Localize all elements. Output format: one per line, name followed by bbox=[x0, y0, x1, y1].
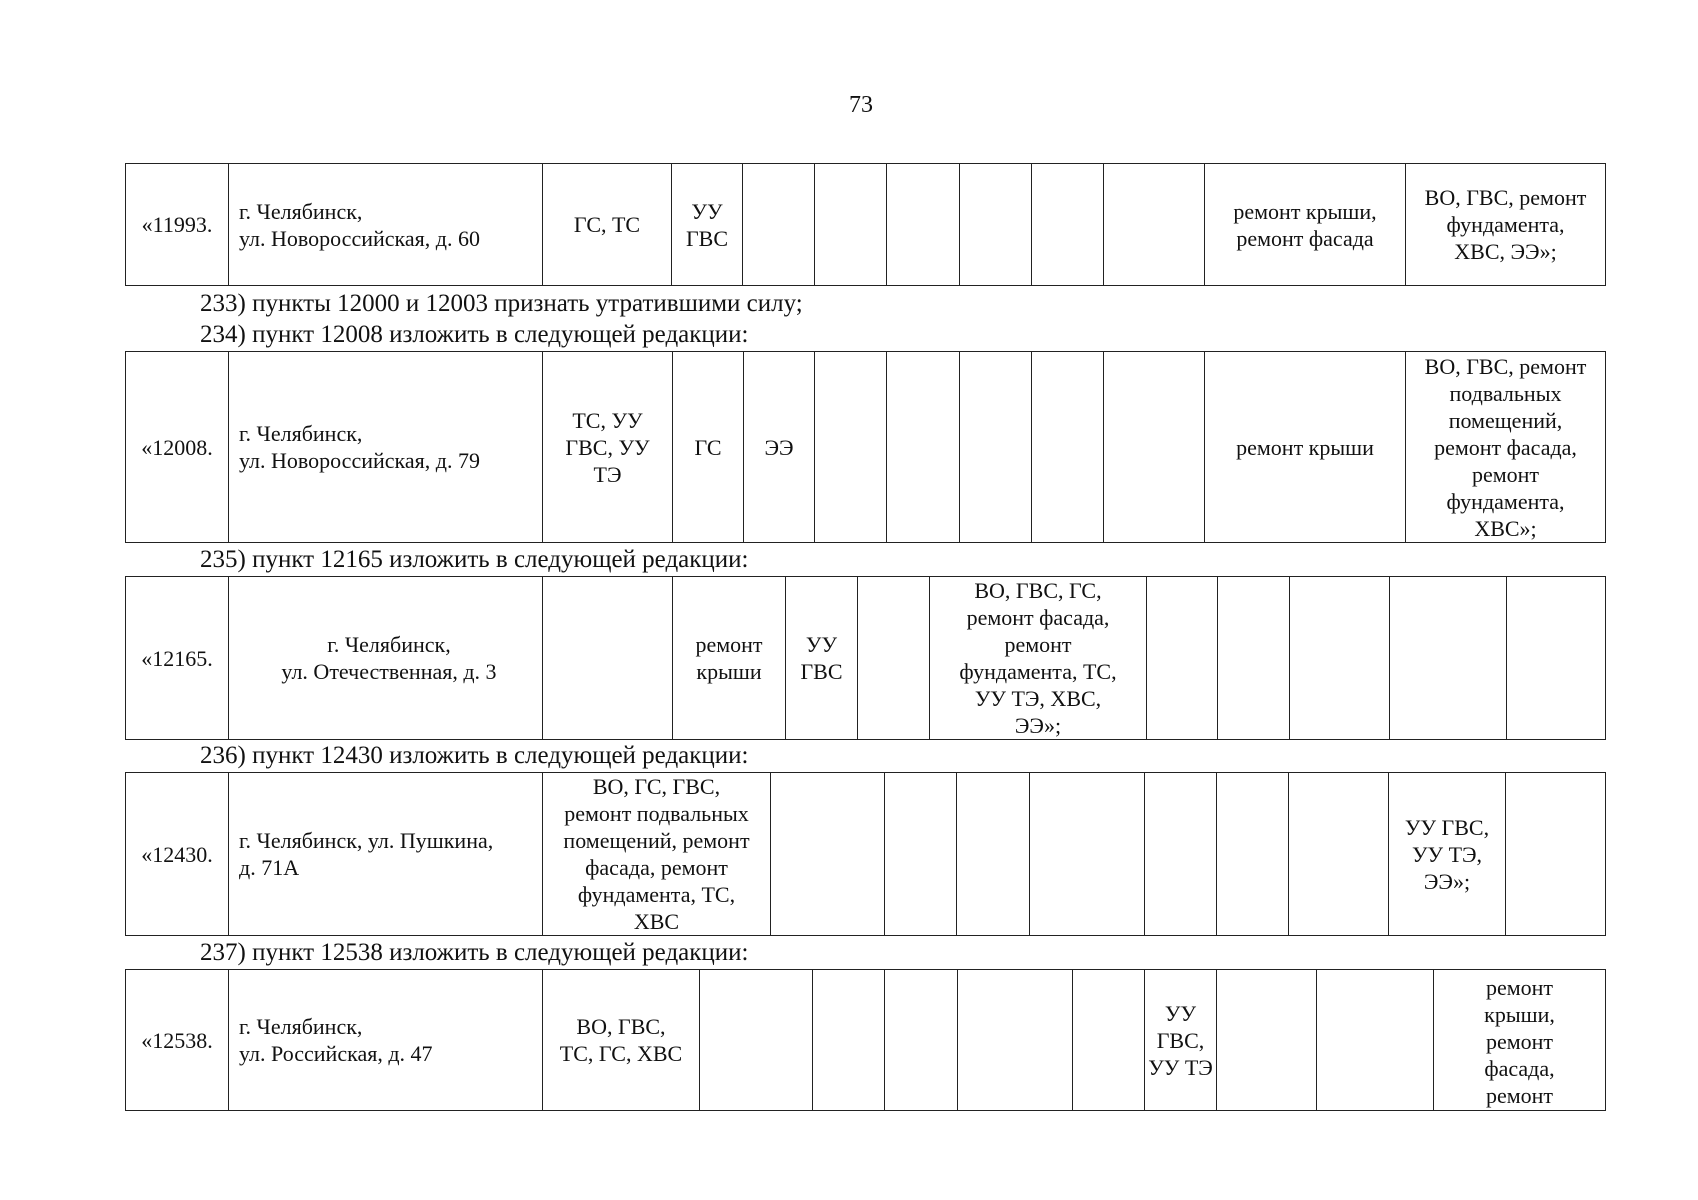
works-cell bbox=[813, 970, 885, 1111]
works-cell bbox=[1217, 970, 1317, 1111]
works-cell bbox=[1217, 773, 1289, 936]
works-cell bbox=[858, 577, 930, 740]
table-row bbox=[126, 352, 1606, 543]
works-cell: ремонт крыши, ремонт фасада bbox=[1205, 164, 1406, 286]
works-cell bbox=[1104, 352, 1205, 543]
item-number: «12008. bbox=[126, 352, 229, 543]
works-cell bbox=[885, 773, 957, 936]
item-number: «12165. bbox=[126, 577, 229, 740]
works-cell: УУ ГВС bbox=[672, 164, 743, 286]
amendment-table-12538 bbox=[125, 969, 1606, 1111]
works-cell bbox=[887, 164, 960, 286]
instruction-text: 235) пункт 12165 изложить в следующей редакции: bbox=[200, 546, 749, 573]
works-cell bbox=[960, 164, 1032, 286]
table-row bbox=[126, 577, 1606, 740]
works-cell bbox=[957, 773, 1030, 936]
address-cell: г. Челябинск, ул. Новороссийская, д. 60 bbox=[229, 164, 543, 286]
works-cell: ГС, ТС bbox=[543, 164, 672, 286]
address-cell: г. Челябинск, ул. Отечественная, д. 3 bbox=[229, 577, 543, 740]
works-cell: ВО, ГВС, ремонт фундамента, ХВС, ЭЭ»; bbox=[1406, 164, 1606, 286]
page-number: 73 bbox=[849, 92, 873, 118]
table-row bbox=[126, 164, 1606, 286]
amendment-table-12165 bbox=[125, 576, 1606, 740]
amendment-table-12008 bbox=[125, 351, 1606, 543]
item-number: «12430. bbox=[126, 773, 229, 936]
works-cell bbox=[1032, 164, 1104, 286]
works-cell: ГС bbox=[673, 352, 744, 543]
works-cell: ремонт крыши bbox=[1205, 352, 1406, 543]
works-cell bbox=[815, 164, 887, 286]
works-cell bbox=[1317, 970, 1434, 1111]
works-cell bbox=[543, 577, 673, 740]
works-cell: ЭЭ bbox=[744, 352, 815, 543]
works-cell bbox=[887, 352, 960, 543]
works-cell bbox=[1289, 773, 1389, 936]
works-cell bbox=[1147, 577, 1218, 740]
works-cell bbox=[1073, 970, 1145, 1111]
amendment-table-11993 bbox=[125, 163, 1606, 286]
address-cell: г. Челябинск, ул. Российская, д. 47 bbox=[229, 970, 543, 1111]
table-row bbox=[126, 970, 1606, 1111]
works-cell: ремонт крыши, ремонт фасада, ремонт bbox=[1434, 970, 1606, 1111]
works-cell bbox=[815, 352, 887, 543]
works-cell bbox=[1507, 577, 1606, 740]
works-cell bbox=[1104, 164, 1205, 286]
works-cell bbox=[771, 773, 885, 936]
works-cell: УУ ГВС, УУ ТЭ, ЭЭ»; bbox=[1389, 773, 1506, 936]
instruction-text: 233) пункты 12000 и 12003 признать утратившими силу; bbox=[200, 290, 803, 317]
works-cell: ВО, ГВС, ГС, ремонт фасада, ремонт фундамента, ТС, УУ ТЭ, ХВС, ЭЭ»; bbox=[930, 577, 1147, 740]
address-cell: г. Челябинск, ул. Пушкина, д. 71А bbox=[229, 773, 543, 936]
works-cell: ВО, ГС, ГВС, ремонт подвальных помещений, ремонт фасада, ремонт фундамента, ТС, ХВС bbox=[543, 773, 771, 936]
works-cell: УУ ГВС bbox=[786, 577, 858, 740]
works-cell bbox=[1030, 773, 1145, 936]
works-cell bbox=[1506, 773, 1606, 936]
works-cell: ВО, ГВС, ТС, ГС, ХВС bbox=[543, 970, 700, 1111]
table-row bbox=[126, 773, 1606, 936]
works-cell bbox=[1390, 577, 1507, 740]
works-cell: ремонт крыши bbox=[673, 577, 786, 740]
instruction-text: 234) пункт 12008 изложить в следующей редакции: bbox=[200, 321, 749, 348]
works-cell: ТС, УУ ГВС, УУ ТЭ bbox=[543, 352, 673, 543]
works-cell: УУ ГВС, УУ ТЭ bbox=[1145, 970, 1217, 1111]
item-number: «11993. bbox=[126, 164, 229, 286]
item-number: «12538. bbox=[126, 970, 229, 1111]
works-cell bbox=[700, 970, 813, 1111]
works-cell: ВО, ГВС, ремонт подвальных помещений, ремонт фасада, ремонт фундамента, ХВС»; bbox=[1406, 352, 1606, 543]
works-cell bbox=[1218, 577, 1290, 740]
works-cell bbox=[885, 970, 958, 1111]
works-cell bbox=[1290, 577, 1390, 740]
works-cell bbox=[958, 970, 1073, 1111]
instruction-text: 236) пункт 12430 изложить в следующей редакции: bbox=[200, 742, 749, 769]
works-cell bbox=[743, 164, 815, 286]
works-cell bbox=[1032, 352, 1104, 543]
works-cell bbox=[960, 352, 1032, 543]
works-cell bbox=[1145, 773, 1217, 936]
instruction-text: 237) пункт 12538 изложить в следующей редакции: bbox=[200, 939, 749, 966]
amendment-table-12430 bbox=[125, 772, 1606, 936]
address-cell: г. Челябинск, ул. Новороссийская, д. 79 bbox=[229, 352, 543, 543]
